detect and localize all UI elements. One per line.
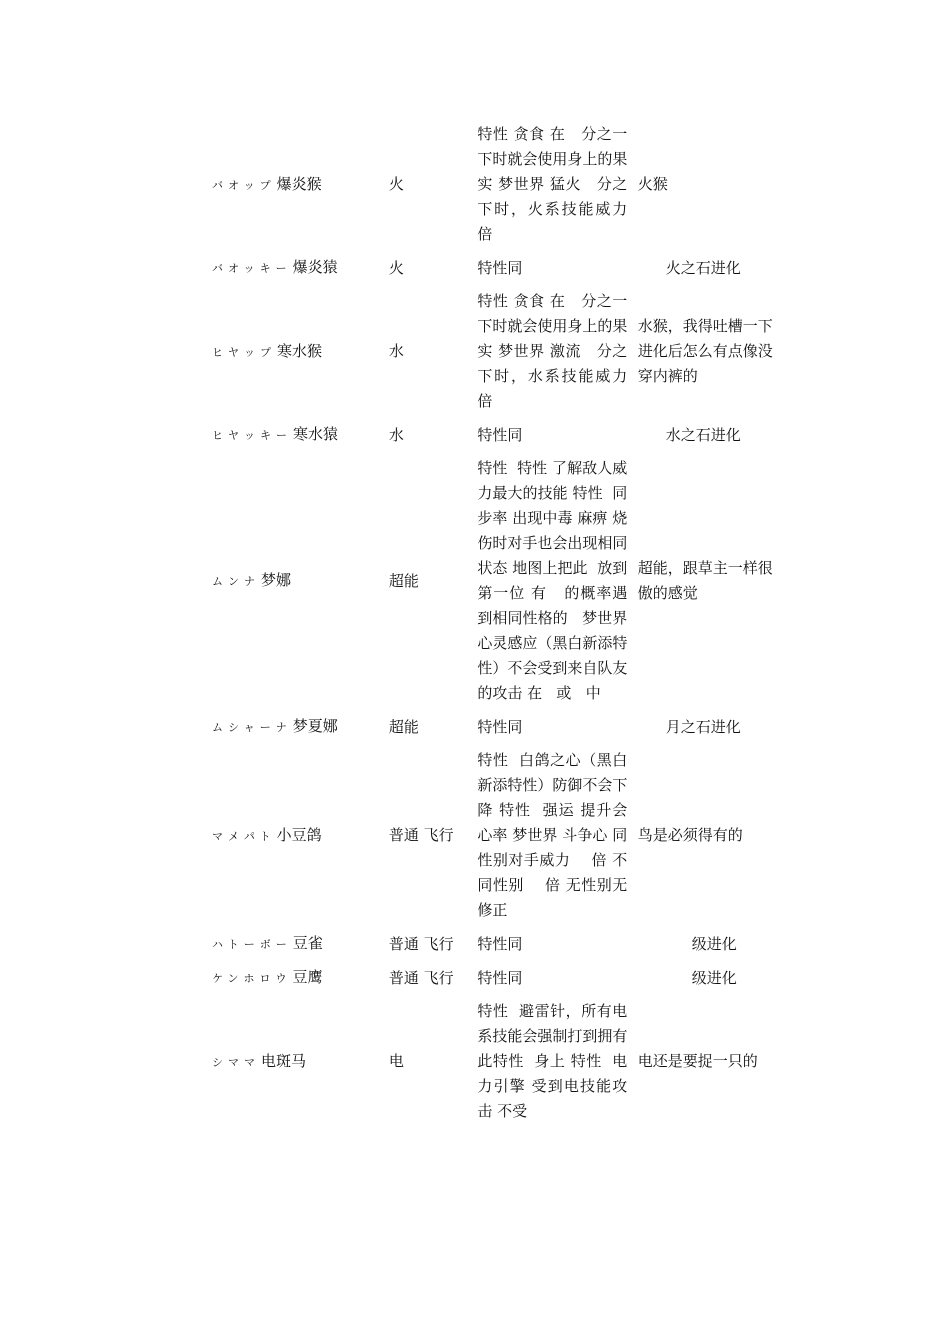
- japanese-name: ヒヤップ: [212, 345, 276, 359]
- pokemon-name-cell: [210, 118, 387, 251]
- table-row: [210, 251, 790, 285]
- pokemon-name-cell: [210, 744, 387, 927]
- pokemon-name-cell: [210, 927, 387, 961]
- type-cell: 火: [388, 258, 404, 277]
- table-row: [210, 927, 790, 961]
- chinese-name: 梦娜: [261, 571, 292, 589]
- ability-text: 特性同: [477, 934, 523, 953]
- ability-cell: [475, 251, 635, 285]
- type-cell: 普通 飞行: [388, 934, 454, 953]
- note-text: 级进化: [691, 934, 737, 953]
- note-text: 超能，跟草主一样很傲的感觉: [637, 559, 773, 602]
- ability-text: 特性同: [477, 425, 523, 444]
- type-cell: 超能: [388, 571, 419, 590]
- ability-text: 特性 白鸽之心（黑白新添特性）防御不会下降 特性 强运 提升会心率 梦世界 斗争心 同性别对手威力 倍 不同性别 倍 无性别无修正: [477, 751, 628, 919]
- japanese-name: マメパト: [212, 829, 276, 843]
- ability-cell: [475, 927, 635, 961]
- table-row: [210, 418, 790, 452]
- note-text: 鸟是必须得有的: [637, 826, 743, 844]
- chinese-name: 爆炎猴: [276, 174, 322, 193]
- note-text: 电还是要捉一只的: [637, 1052, 758, 1070]
- type-cell: 火: [388, 175, 404, 193]
- type-cell: 电: [388, 1052, 404, 1070]
- note-cell: [636, 995, 790, 1128]
- ability-text: 特性同: [477, 258, 523, 277]
- ability-cell: [475, 418, 635, 452]
- ability-cell: [475, 710, 635, 744]
- ability-cell: [475, 961, 635, 995]
- note-cell: [636, 927, 790, 961]
- japanese-name: バオッキー: [212, 262, 292, 275]
- table-row: [210, 452, 790, 710]
- table-row: [210, 710, 790, 744]
- table-row: [210, 995, 790, 1128]
- pokemon-name-cell: [210, 961, 387, 995]
- note-cell: [636, 251, 790, 285]
- japanese-name: ハトーボー: [212, 938, 292, 951]
- pokemon-name-cell: [210, 285, 387, 418]
- note-cell: [636, 418, 790, 452]
- chinese-name: 小豆鸽: [276, 825, 322, 844]
- ability-cell: [475, 744, 635, 927]
- japanese-name: ケンホロウ: [212, 972, 292, 985]
- chinese-name: 梦夏娜: [292, 717, 338, 735]
- chinese-name: 寒水猿: [293, 425, 339, 443]
- ability-cell: [475, 118, 642, 251]
- note-cell: [636, 744, 790, 927]
- note-text: 水猴，我得吐槽一下 进化后怎么有点像没穿内裤的: [637, 317, 778, 385]
- ability-text: 特性 避雷针，所有电系技能会强制打到拥有此特性 身上 特性 电力引擎 受到电技能攻击 不受: [477, 1002, 628, 1120]
- note-cell: [636, 285, 790, 418]
- table-row: [210, 285, 790, 418]
- pokemon-name-cell: [210, 995, 387, 1128]
- type-cell: 普通 飞行: [388, 968, 454, 987]
- table-row: [210, 118, 790, 251]
- pokemon-name-cell: [210, 251, 387, 285]
- chinese-name: 爆炎猿: [292, 258, 338, 276]
- note-text: 火之石进化: [665, 258, 741, 277]
- pokemon-name-cell: [210, 452, 387, 710]
- ability-text: 特性同: [477, 717, 523, 736]
- japanese-name: シママ: [212, 1055, 260, 1069]
- chinese-name: 豆鹰: [292, 968, 323, 986]
- pokemon-name-cell: [210, 710, 387, 744]
- pokemon-table: [210, 118, 790, 1128]
- ability-text: 特性同: [477, 968, 523, 987]
- ability-cell: [475, 285, 642, 418]
- note-cell: [636, 710, 790, 744]
- ability-text: 特性 贪食 在 分之一下时就会使用身上的果实 梦世界 猛火 分之 下时，火系技能威力 倍: [477, 125, 642, 243]
- japanese-name: ムンナ: [212, 575, 260, 588]
- chinese-name: 寒水猴: [277, 341, 323, 360]
- note-text: 级进化: [691, 968, 737, 987]
- table-row: [210, 961, 790, 995]
- ability-text: 特性 贪食 在 分之一下时就会使用身上的果实 梦世界 激流 分之 下时，水系技能威力 倍: [477, 292, 642, 410]
- chinese-name: 电斑马: [261, 1051, 307, 1070]
- pokemon-name-cell: [210, 418, 387, 452]
- note-text: 月之石进化: [665, 717, 741, 736]
- table-row: [210, 744, 790, 927]
- type-cell: 水: [388, 342, 404, 360]
- note-text: 水之石进化: [665, 425, 741, 444]
- note-text: 火猴: [637, 175, 668, 193]
- ability-text: 特性 特性 了解敌人威力最大的技能 特性 同步率 出现中毒 麻痹 烧伤时对手也会出现相同状态 地图上把此 放到第一位 有 的概率遇到相同性格的 梦世界 心灵感应（黑白新添特性）不会受到来自队友的攻击 在 或 中: [477, 459, 633, 702]
- type-cell: 普通 飞行: [388, 826, 454, 844]
- japanese-name: ムシャーナ: [212, 721, 292, 734]
- japanese-name: ヒヤッキー: [212, 429, 292, 442]
- ability-cell: [475, 452, 635, 710]
- note-cell: [636, 961, 790, 995]
- type-cell: 水: [388, 425, 404, 444]
- japanese-name: バオップ: [212, 178, 276, 192]
- note-cell: [636, 118, 790, 251]
- note-cell: [636, 452, 790, 710]
- ability-cell: [475, 995, 635, 1128]
- document-page: [210, 118, 810, 1128]
- type-cell: 超能: [388, 717, 419, 736]
- chinese-name: 豆雀: [292, 934, 323, 952]
